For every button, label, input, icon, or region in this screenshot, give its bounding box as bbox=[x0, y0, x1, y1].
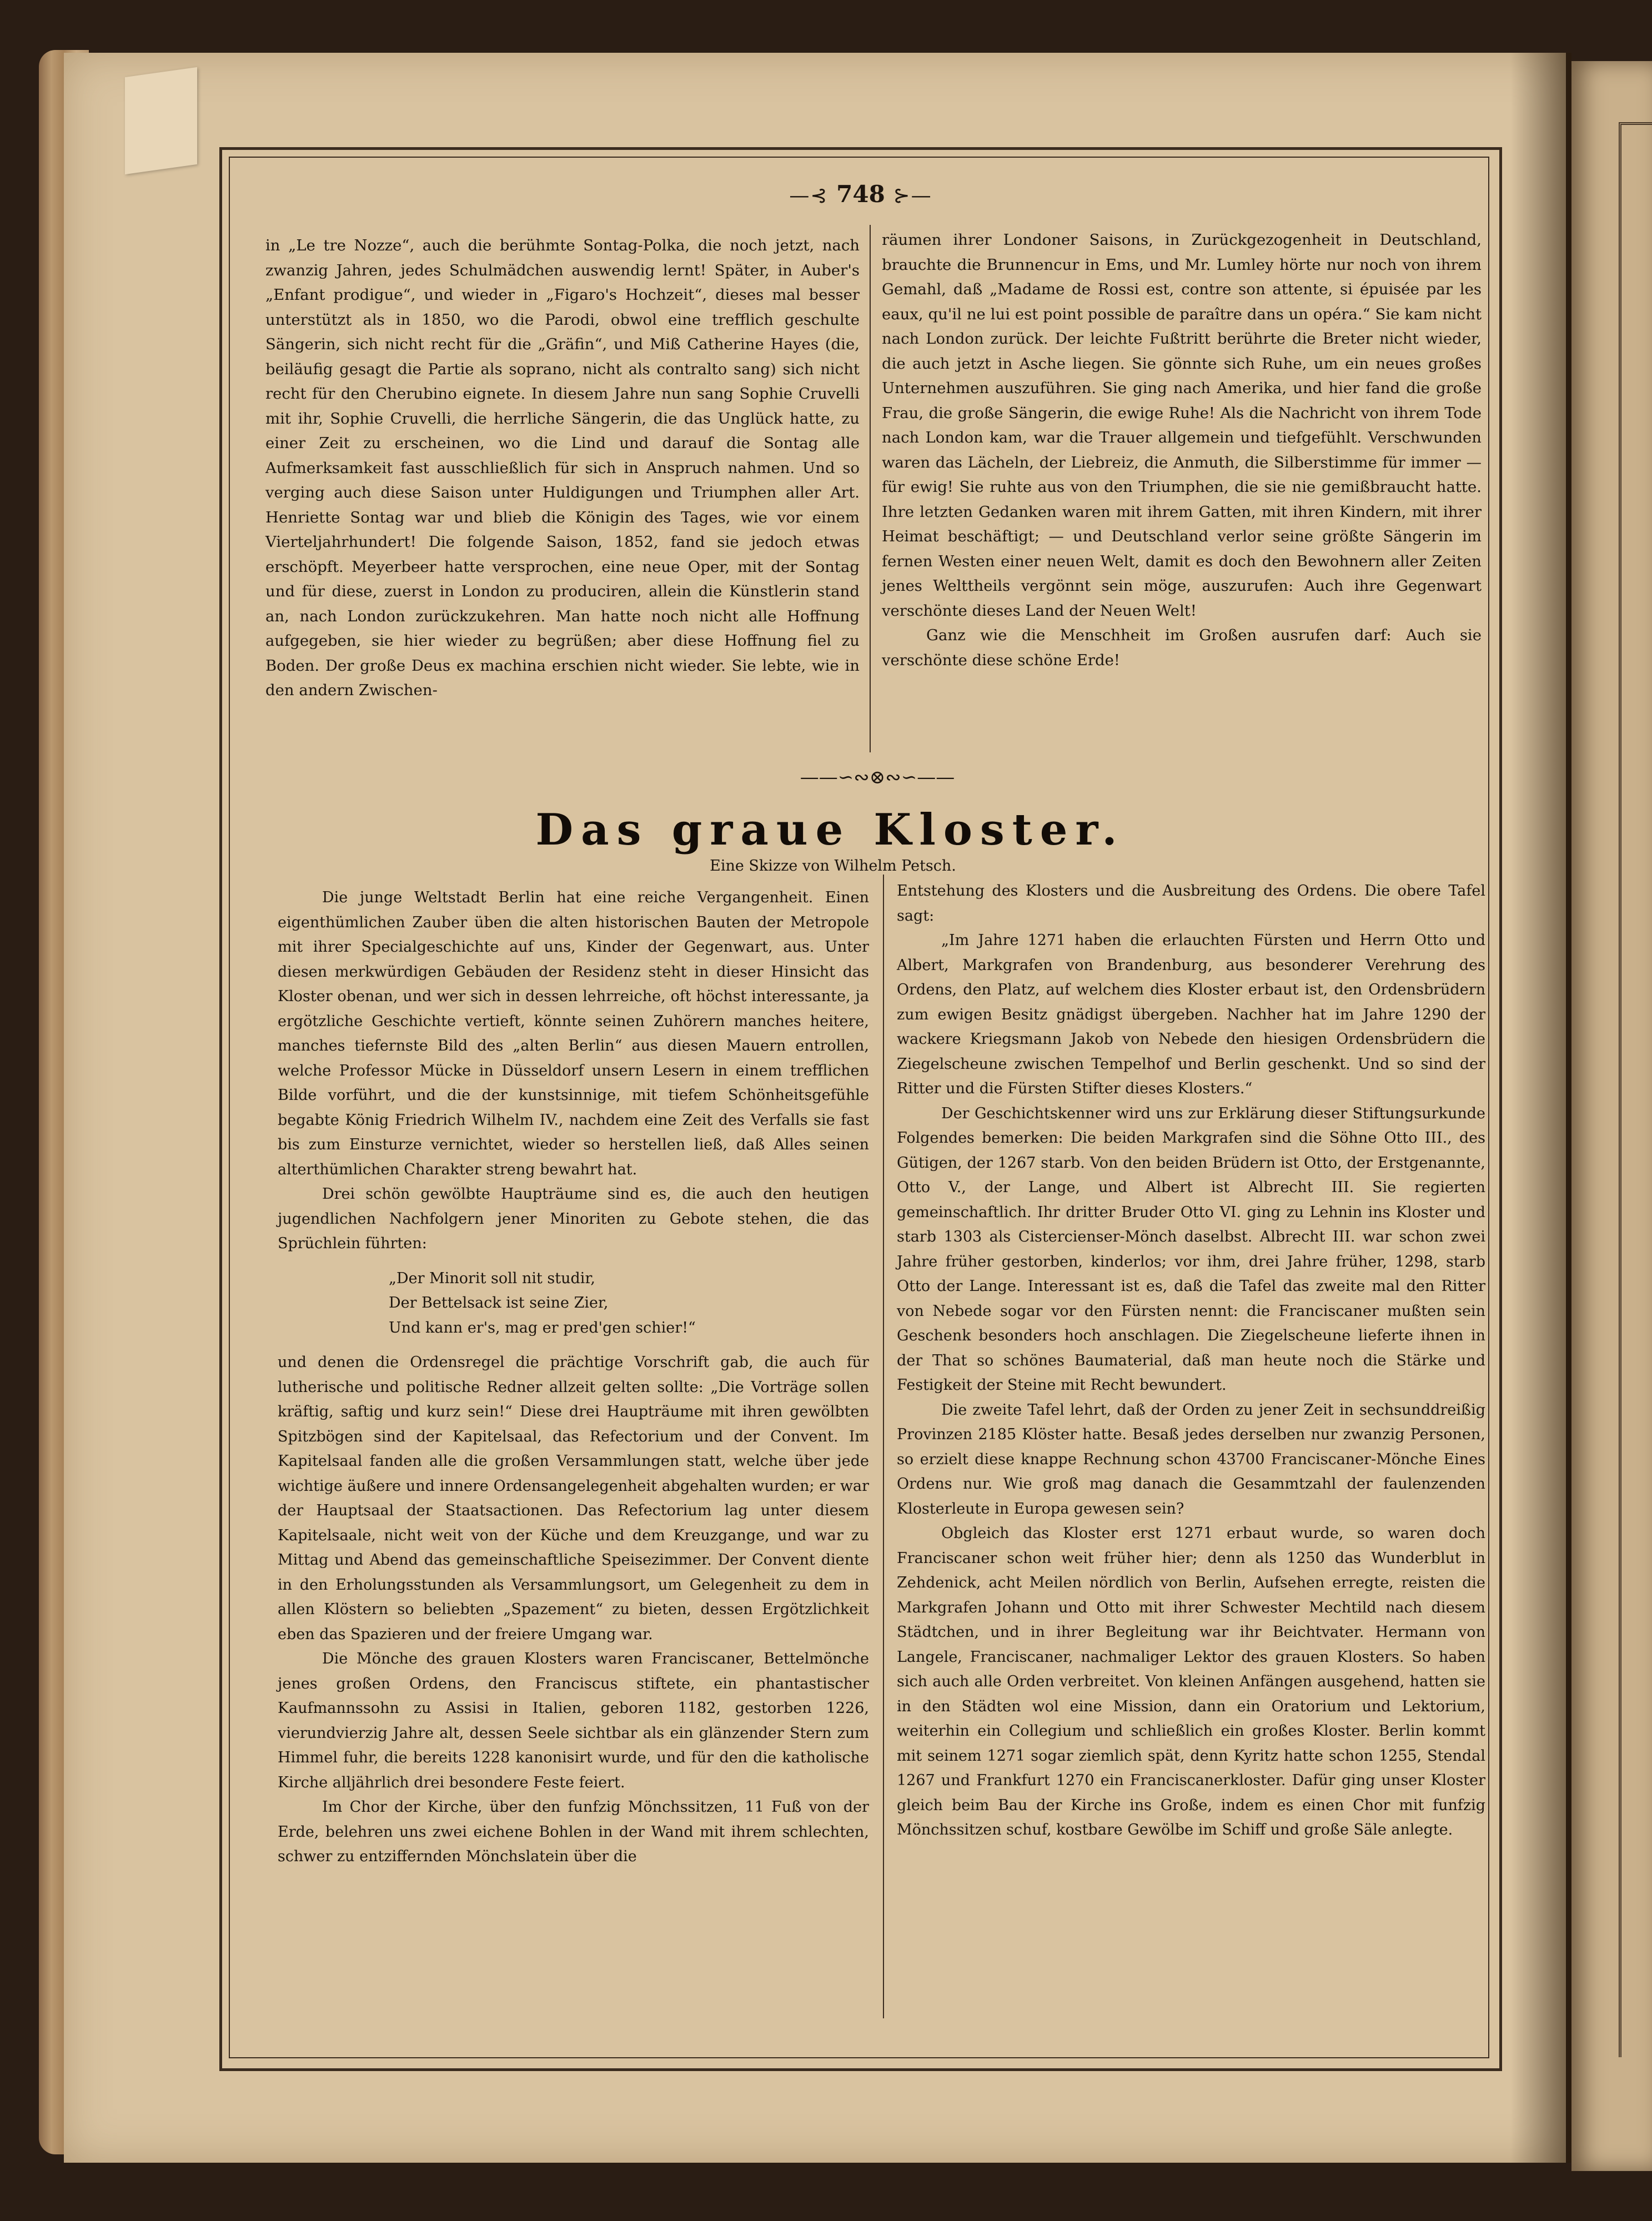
folded-corner bbox=[125, 67, 197, 174]
gutter-shadow bbox=[1510, 53, 1571, 2163]
paragraph: Ganz wie die Menschheit im Großen ausrufen darf: Auch sie verschönte diese schöne Erde! bbox=[882, 626, 1482, 669]
paragraph: Der Geschichtskenner wird uns zur Erklärung dieser Stiftungsurkunde Folgendes bemerken: Die beiden Markgrafen sind die Söhne Otto III., des Gütigen, der 1267 starb. Von den beiden Brüdern ist Otto, der Erstgenannte, Otto V., der Lange, und Albert ist Albrecht III. Sie regierten gemeinschaftlich. Ihr dritter Bruder Otto VI. ging zu Lehnin ins Kloster und starb 1303 als Cistercienser-Mönch daselbst. Albrecht III. war schon zwei Jahre früher gestorben, kinderlos; vor ihm, drei Jahre früher, 1298, starb Otto der Lange. Interessant ist es, daß die Tafel das zweite mal den Ritter von Nebede sogar vor den Fürsten nennt: die Franciscaner mußten sein Geschenk besonders hoch anschlagen. Die Ziegelscheune lieferte ihnen in der That so schönes Baumaterial, daß man heute noch die Stärke und Festigkeit der Steine mit Recht bewundert. bbox=[897, 1104, 1485, 1394]
page-ornament-right: ⊱— bbox=[893, 184, 932, 207]
paragraph: Im Chor der Kirche, über den funfzig Mönchssitzen, 11 Fuß von der Erde, belehren uns zwei eichene Bohlen in der Wand mit ihrem schlechten, schwer zu entziffernden Mönchslatein über die bbox=[278, 1798, 869, 1865]
paragraph: Obgleich das Kloster erst 1271 erbaut wurde, so waren doch Franciscaner schon weit früher hier; denn als 1250 das Wunderblut in Zehdenick, acht Meilen nördlich von Berlin, Aufsehen erregte, reisten die Markgrafen Johann und Otto mit ihrer Schwester Mechtild nach diesem Städtchen, und in ihrer Begleitung war ihr Beichtvater. Hermann von Langele, Franciscaner, nachmaliger Lektor des grauen Klosters. So haben sich auch alle Orden verbreitet. Von kleinen Anfängen ausgehend, hatten sie in den Städten wol eine Mission, dann ein Oratorium und Lektorium, weiterhin ein Collegium und schließlich ein großes Kloster. Berlin kommt mit seinem 1271 sogar ziemlich spät, denn Kyritz hatte schon 1255, Stendal 1267 und Frankfurt 1270 ein Franciscanerkloster. Dafür ging unser Kloster gleich beim Bau der Kirche ins Große, indem es einen Chor mit funfzig Mönchssitzen schuf, kostbare Gewölbe im Schiff und große Säle anlegte. bbox=[897, 1525, 1485, 1838]
paragraph: und denen die Ordensregel die prächtige Vorschrift gab, die auch für lutherische und politische Redner allzeit gelten sollte: „Die Vorträge sollen kräftig, saftig und kurz sein!“ Diese drei Haupträume mit ihren gewölbten Spitzbögen sind der Kapitelsaal, das Refectorium und der Convent. Im Kapitelsaal fanden alle die großen Versammlungen statt, welche über jede wichtige äußere und innere Ordensangelegenheit abgehalten wurden; er war der Hauptsaal der Staatsactionen. Das Refectorium lag unter diesem Kapitelsaale, nicht weit von der Küche und dem Kreuzgange, und war zu Mittag und Abend das gemeinschaftliche Speisezimmer. Der Convent diente in den Erholungsstunden als Versammlungsort, um Gelegenheit zu dem in allen Klöstern so beliebten „Spazement“ zu bieten, dessen Ergötzlichkeit eben das Spazieren und der freiere Umgang war. bbox=[278, 1354, 869, 1643]
column-rule bbox=[883, 875, 884, 2018]
article-left-column bbox=[278, 886, 869, 1870]
paragraph: Die junge Weltstadt Berlin hat eine reiche Vergangenheit. Einen eigenthümlichen Zauber üben die alten historischen Bauten der Metropole mit ihrer Specialgeschichte auf uns, Kinder der Gegenwart, aus. Unter diesen merkwürdigen Gebäuden der Residenz steht in dieser Hinsicht das Kloster obenan, und wer sich in dessen lehrreiche, oft höchst interessante, ja ergötzliche Geschichte vertieft, könnte seinen Zuhörern manches heitere, manches tiefernste Bild des „alten Berlin“ aus diesen Mauern entrollen, welche Professor Mücke in Düsseldorf unsern Lesern in einem trefflichen Bilde vorführt, und die der kunstsinnige, mit tiefem Schönheitsgefühle begabte König Friedrich Wilhelm IV., nachdem eine Zeit des Verfalls sie fast bis zum Einsturze vernichtet, wieder so herstellen ließ, daß Alles seinen alterthümlichen Charakter streng bewahrt hat. bbox=[278, 889, 869, 1178]
page-header bbox=[722, 178, 1000, 211]
page-number: 748 bbox=[836, 180, 885, 208]
continued-article-right-column bbox=[882, 228, 1482, 672]
article-title: Das graue Kloster. bbox=[535, 805, 1125, 855]
verse-line: Der Bettelsack ist seine Zier, bbox=[389, 1294, 609, 1312]
article-byline: Eine Skizze von Wilhelm Petsch. bbox=[710, 857, 956, 875]
section-divider: ——∽∾⊗∾∽—— bbox=[800, 766, 955, 788]
paragraph: Die Mönche des grauen Klosters waren Franciscaner, Bettelmönche jenes großen Ordens, den Franciscus stiftete, ein phantastischer Kaufmannssohn zu Assisi in Italien, geboren 1182, gestorben 1226, vierundvierzig Jahre alt, dessen Seele sichtbar als ein glänzender Stern zum Himmel fuhr, die bereits 1228 kanonisirt wurde, und für den die katholische Kirche alljährlich drei besondere Feste feiert. bbox=[278, 1650, 869, 1791]
next-page-edge bbox=[1571, 61, 1652, 2171]
column-rule bbox=[870, 225, 871, 752]
paragraph: räumen ihrer Londoner Saisons, in Zurückgezogenheit in Deutschland, brauchte die Brunnencur in Ems, und Mr. Lumley hörte nur noch von ihrem Gemahl, daß „Madame de Rossi est, contre son attente, si épuisée par les eaux, qu'il ne lui est point possible de paraître dans un opéra.“ Sie kam nicht nach London zurück. Der leichte Fußtritt berührte die Breter nicht wieder, die auch jetzt in Asche liegen. Sie gönnte sich Ruhe, um ein neues großes Unternehmen auszuführen. Sie ging nach Amerika, und hier fand die große Frau, die große Sängerin, die ewige Ruhe! Als die Nachricht von ihrem Tode nach London kam, war die Trauer allgemein und tiefgefühlt. Verschwunden waren das Lächeln, der Liebreiz, die Anmuth, die Silberstimme für immer — für ewig! Sie ruhte aus von den Triumphen, die sie nie gemißbraucht hatte. Ihre letzten Gedanken waren mit ihrem Gatten, mit ihren Kindern, mit ihrer Heimat beschäftigt; — und Deutschland verlor seine größte Sängerin im fernen Westen einer neuen Welt, damit es doch den Bewohnern aller Zeiten jenes Welttheils vergönnt sein möge, auszurufen: Auch ihre Gegenwart verschönte dieses Land der Neuen Welt! bbox=[882, 231, 1482, 620]
paragraph: in „Le tre Nozze“, auch die berühmte Sontag-Polka, die noch jetzt, nach zwanzig Jahren, jedes Schulmädchen auswendig lernt! Später, in Auber's „Enfant prodigue“, und wieder in „Figaro's Hochzeit“, dieses mal besser unterstützt als in 1850, wo die Parodi, obwol eine trefflich geschulte Sängerin, sich nicht recht für die „Gräfin“, und Miß Catherine Hayes (die, beiläufig gesagt die Partie als soprano, nicht als contralto sang) sich nicht recht für den Cherubino eignete. In diesem Jahre nun sang Sophie Cruvelli mit ihr, Sophie Cruvelli, die herrliche Sängerin, die das Unglück hatte, zu einer Zeit zu erscheinen, wo die Lind und darauf die Sontag alle Aufmerksamkeit fast ausschließlich für sich in Anspruch nahmen. Und so verging auch diese Saison unter Huldigungen und Triumphen aller Art. Henriette Sontag war und blieb die Königin des Tages, wie vor einem Vierteljahrhundert! Die folgende Saison, 1852, fand sie jedoch etwas erschöpft. Meyerbeer hatte versprochen, eine neue Oper, mit der Sontag und für diese, zuerst in London zu produciren, allein die Künstlerin stand an, nach London zurückzukehren. Man hatte noch nicht alle Hoffnung aufgegeben, sie hier wieder zu begrüßen; aber diese Hoffnung fiel zu Boden. Der große Deus ex machina erschien nicht wieder. Sie lebte, wie in den andern Zwischen- bbox=[265, 237, 860, 699]
verse-block bbox=[278, 1267, 869, 1341]
verse-line: „Der Minorit soll nit studir, bbox=[389, 1269, 595, 1287]
inscription-quote: „Im Jahre 1271 haben die erlauchten Fürsten und Herrn Otto und Albert, Markgrafen von Brandenburg, aus besonderer Verehrung des Ordens, den Platz, auf welchem dies Kloster erbaut ist, den Ordensbrüdern zum ewigen Besitz gnädigst übergeben. Nachher hat im Jahre 1290 der wackere Kriegsmann Jakob von Nebede den hiesigen Ordensbrüdern die Ziegelscheune zwischen Tempelhof und Berlin geschenkt. Und so sind der Ritter und die Fürsten Stifter dieses Klosters.“ bbox=[897, 932, 1485, 1097]
page-ornament-left: —⊰ bbox=[789, 184, 828, 207]
continued-article-left-column bbox=[265, 233, 860, 703]
verse-line: Und kann er's, mag er pred'gen schier!“ bbox=[389, 1319, 696, 1336]
paragraph: Entstehung des Klosters und die Ausbreitung des Ordens. Die obere Tafel sagt: bbox=[897, 882, 1485, 924]
paragraph: Die zweite Tafel lehrt, daß der Orden zu jener Zeit in sechsunddreißig Provinzen 2185 Klöster hatte. Besaß jedes derselben nur zwanzig Personen, so erzielt diese knappe Rechnung schon 43700 Franciscaner-Mönche Eines Ordens nur. Wie groß mag danach die Gesammtzahl der faulenzenden Klosterleute in Europa gewesen sein? bbox=[897, 1401, 1485, 1517]
paragraph: Drei schön gewölbte Haupträume sind es, die auch den heutigen jugendlichen Nachfolgern jener Minoriten zu Gebote stehen, die das Sprüchlein führten: bbox=[278, 1185, 869, 1252]
article-right-column bbox=[897, 879, 1485, 1843]
